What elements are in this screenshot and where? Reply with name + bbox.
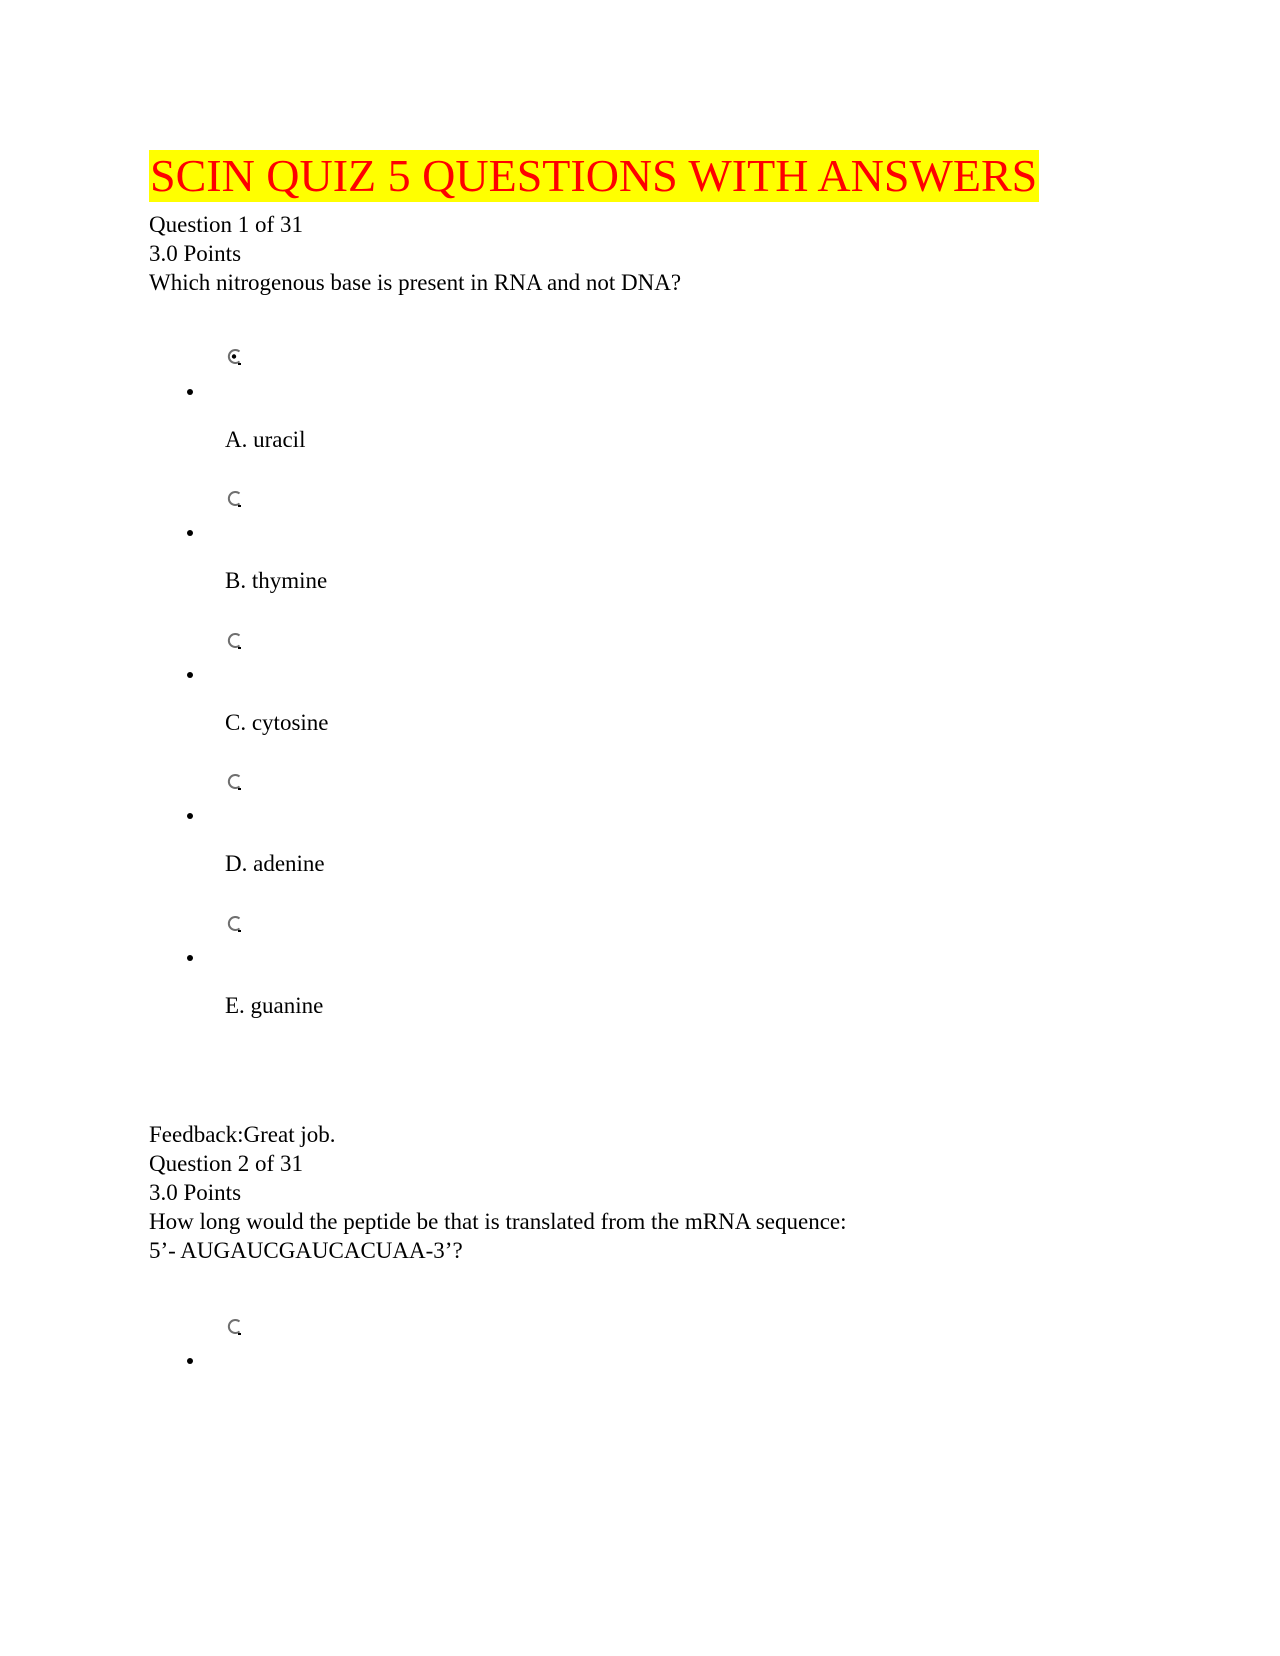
question-1-points: 3.0 Points: [149, 241, 242, 266]
question-1-feedback: Feedback:Great job.: [149, 1122, 336, 1147]
question-2-counter: Question 2 of 31: [149, 1151, 303, 1176]
question-1-counter: Question 1 of 31: [149, 212, 303, 237]
option-d-label: D. adenine: [225, 851, 325, 876]
bullet-icon: [187, 1358, 193, 1364]
question-1-prompt: Which nitrogenous base is present in RNA and not DNA?: [149, 270, 682, 295]
question-2-prompt-line-1: How long would the peptide be that is translated from the mRNA sequence:: [149, 1209, 847, 1234]
question-2-points: 3.0 Points: [149, 1180, 242, 1205]
radio-option-e-icon[interactable]: [226, 915, 243, 932]
radio-option-c-icon[interactable]: [226, 632, 243, 649]
radio-option-d-icon[interactable]: [226, 773, 243, 790]
bullet-icon: [187, 813, 193, 819]
option-c-label: C. cytosine: [225, 710, 329, 735]
question-2-prompt-line-2: 5’- AUGAUCGAUCACUAA-3’?: [149, 1238, 463, 1263]
bullet-icon: [187, 672, 193, 678]
bullet-icon: [187, 389, 193, 395]
document-title: SCIN QUIZ 5 QUESTIONS WITH ANSWERS: [150, 150, 1038, 201]
option-b-label: B. thymine: [225, 568, 328, 593]
bullet-icon: [187, 955, 193, 961]
option-e-label: E. guanine: [225, 993, 324, 1018]
radio-option-icon[interactable]: [226, 1318, 243, 1335]
bullet-icon: [187, 530, 193, 536]
radio-option-a-selected-icon[interactable]: [226, 348, 243, 365]
radio-option-b-icon[interactable]: [226, 490, 243, 507]
option-a-label: A. uracil: [225, 427, 306, 452]
